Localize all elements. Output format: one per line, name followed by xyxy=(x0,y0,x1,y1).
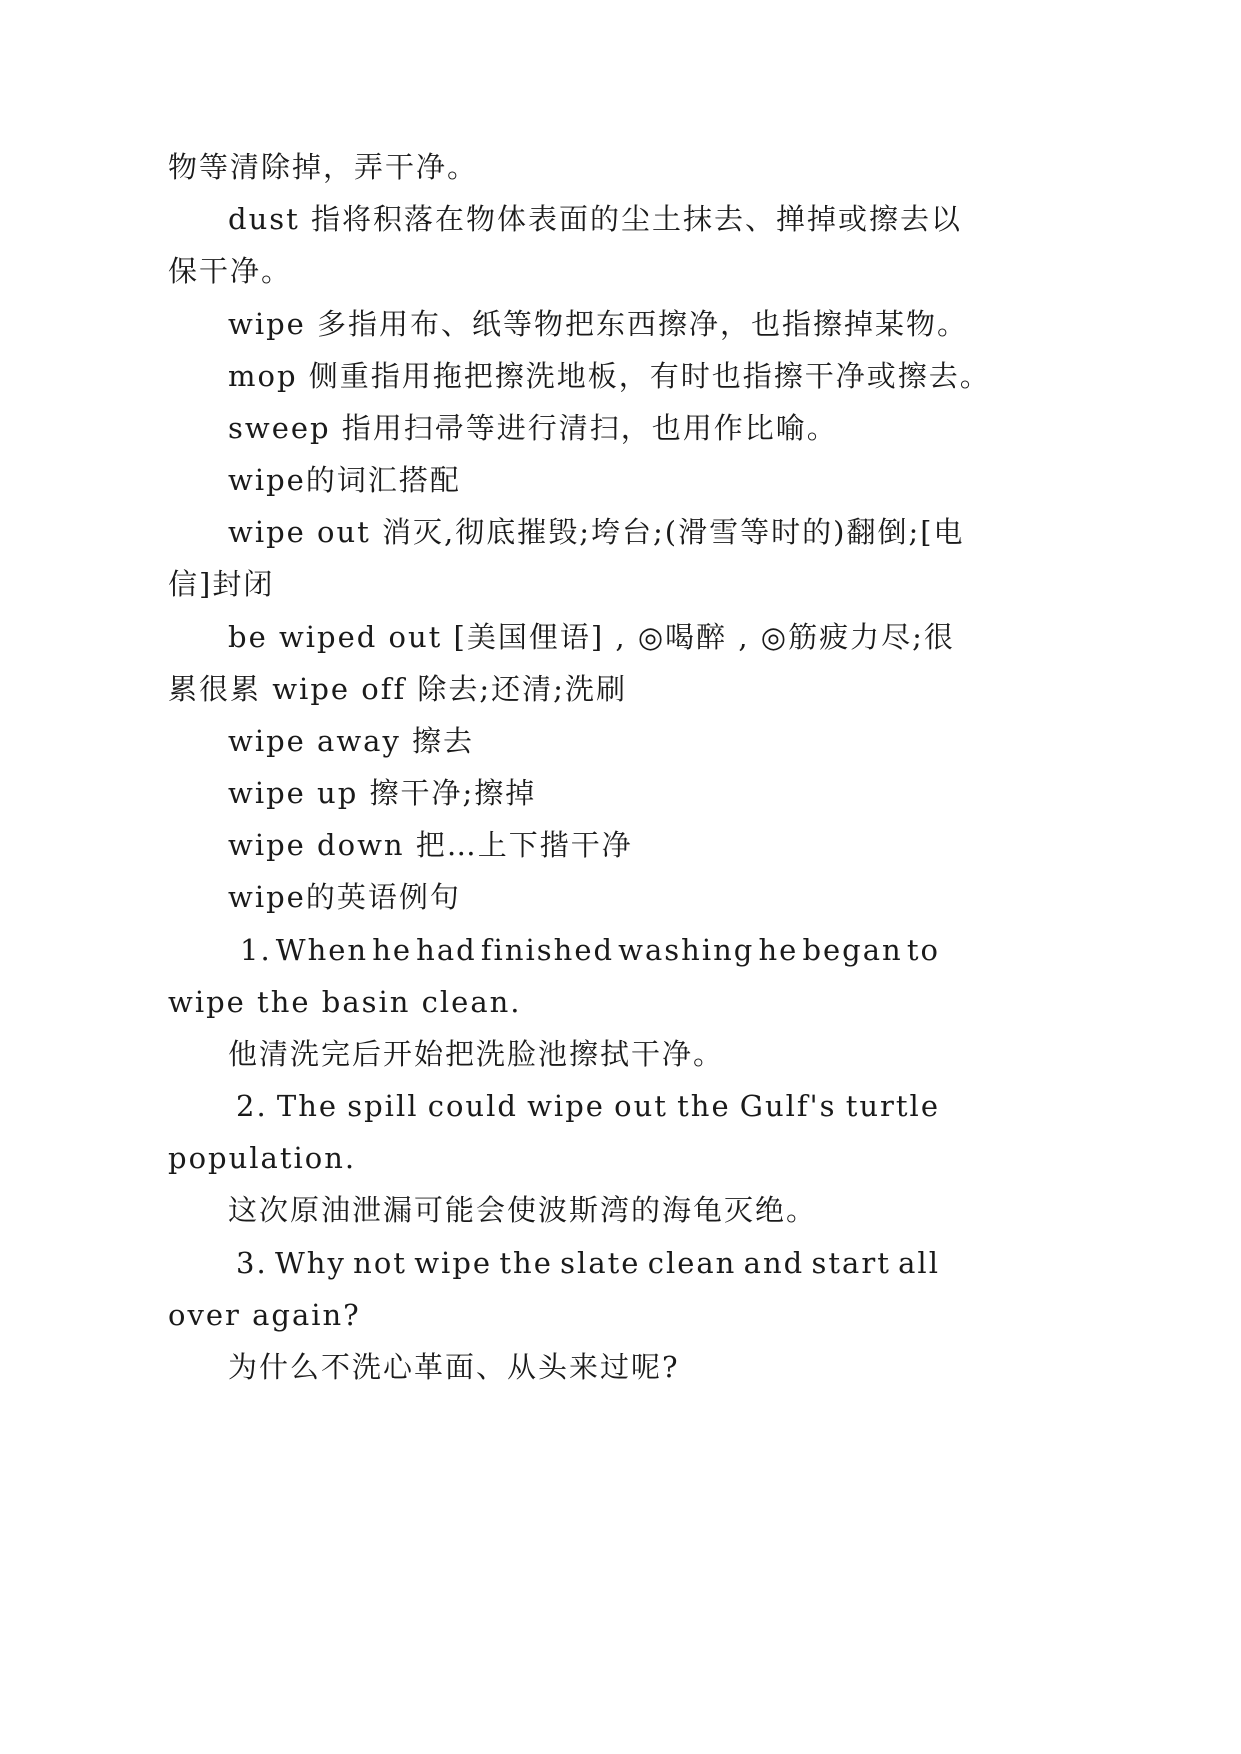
example-word: and xyxy=(743,1246,805,1280)
wipe-up: wipe up 擦干净;擦掉 xyxy=(228,776,537,810)
example-1-line-2: wipe the basin clean. xyxy=(168,985,522,1019)
wiped-out-line-1: be wiped out [美国俚语] , ◎喝醉 , ◎筋疲力尽;很 xyxy=(228,620,955,654)
example-word: out xyxy=(614,1089,668,1123)
example-word: Gulf's xyxy=(739,1089,837,1123)
example-word: had xyxy=(416,933,477,967)
example-1-line-1 xyxy=(240,930,940,970)
wipe-away: wipe away 擦去 xyxy=(228,724,475,758)
wipe-out-line-2: 信]封闭 xyxy=(168,567,275,601)
example-word: all xyxy=(898,1246,940,1280)
example-word: washing xyxy=(618,933,755,967)
wiped-out-line-2: 累很累 wipe off 除去;还清;洗刷 xyxy=(168,672,627,706)
example-number: 3. xyxy=(236,1246,268,1280)
example-word: the xyxy=(499,1246,553,1280)
example-word: slate xyxy=(560,1246,641,1280)
sweep-definition: sweep 指用扫帚等进行清扫，也用作比喻。 xyxy=(228,411,838,445)
example-word: The xyxy=(276,1089,339,1123)
example-3-line-1 xyxy=(236,1243,940,1283)
example-word: wipe xyxy=(527,1089,605,1123)
example-1-translation: 他清洗完后开始把洗脸池擦拭干净。 xyxy=(228,1037,725,1071)
example-2-translation: 这次原油泄漏可能会使波斯湾的海龟灭绝。 xyxy=(228,1193,818,1227)
example-number: 2. xyxy=(236,1089,268,1123)
example-word: clean xyxy=(647,1246,737,1280)
example-word: he xyxy=(372,933,413,967)
example-number: 1. xyxy=(240,933,272,967)
paragraph-continuation: 物等清除掉，弄干净。 xyxy=(168,150,479,184)
example-word: wipe xyxy=(414,1246,493,1280)
example-word: he xyxy=(758,933,799,967)
example-3-translation: 为什么不洗心革面、从头来过呢? xyxy=(228,1350,680,1384)
wipe-out-line-1: wipe out 消灭,彻底摧毁;垮台;(滑雪等时的)翻倒;[电 xyxy=(228,515,965,549)
example-word: began xyxy=(802,933,903,967)
example-2-line-2: population. xyxy=(168,1141,357,1175)
wipe-definition: wipe 多指用布、纸等物把东西擦净，也指擦掉某物。 xyxy=(228,307,969,341)
example-word: to xyxy=(906,933,940,967)
example-word: When xyxy=(275,933,369,967)
dust-definition-line-1: dust 指将积落在物体表面的尘土抹去、掸掉或擦去以 xyxy=(228,202,962,236)
example-word: Why xyxy=(274,1246,346,1280)
example-word: could xyxy=(427,1089,518,1123)
example-word: turtle xyxy=(845,1089,940,1123)
example-2-line-1 xyxy=(236,1086,940,1126)
example-word: spill xyxy=(347,1089,419,1123)
example-word: not xyxy=(353,1246,407,1280)
example-word: finished xyxy=(480,933,615,967)
collocation-heading: wipe的词汇搭配 xyxy=(228,463,461,497)
dust-definition-line-2: 保干净。 xyxy=(168,254,293,288)
wipe-down: wipe down 把…上下揩干净 xyxy=(228,828,633,862)
example-word: the xyxy=(677,1089,731,1123)
mop-definition: mop 侧重指用拖把擦洗地板，有时也指擦干净或擦去。 xyxy=(228,359,991,393)
examples-heading: wipe的英语例句 xyxy=(228,880,461,914)
example-3-line-2: over again? xyxy=(168,1298,361,1332)
example-word: start xyxy=(811,1246,891,1280)
